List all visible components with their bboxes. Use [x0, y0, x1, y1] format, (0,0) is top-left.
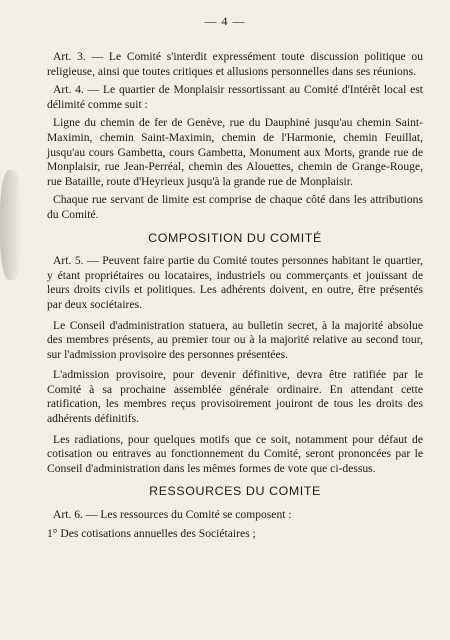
- section-heading-composition: COMPOSITION DU COMITÉ: [148, 230, 322, 245]
- article-4-paragraph: Art. 4. — Le quartier de Monplaisir ressortissant au Comité d'Intérêt local est délimité comme suit :: [47, 83, 423, 111]
- article-6-paragraph: Art. 6. — Les ressources du Comité se composent :: [53, 508, 292, 522]
- section-heading-ressources: RESSOURCES DU COMITE: [149, 484, 321, 499]
- paper-stain: [0, 170, 22, 280]
- article-5-paragraph: Art. 5. — Peuvent faire partie du Comité toutes personnes habitant le quartier, y étant propriétaires ou locataires, industriels ou commerçants et jouissant de leurs droits civils et politiques. Les adhérents doivent, en outre, être présentés par deux sociétaires.: [47, 254, 423, 311]
- radiations-paragraph: Les radiations, pour quelques motifs que ce soit, notamment pour défaut de cotisation ou entraves au fonctionnement du Comité, seront prononcées par le Conseil d'administration dans les mêmes formes de vote que ci-dessus.: [47, 432, 423, 475]
- ressources-item-1: 1° Des cotisations annuelles des Sociétaires ;: [47, 526, 256, 540]
- page-number: — 4 —: [204, 14, 246, 28]
- admission-ratification-paragraph: L'admission provisoire, pour devenir définitive, devra être ratifiée par le Comité à sa prochaine assemblée générale ordinaire. En attendant cette ratification, les membres reçus provisoirement jouiront de tous les droits des adhérents définitifs.: [47, 368, 423, 426]
- page-body: [47, 50, 423, 545]
- admission-vote-paragraph: Le Conseil d'administration statuera, au bulletin secret, à la majorité absolue des membres présents, au premier tour ou à la majorité relative au second tour, sur l'admission provisoire des personnes présentées.: [47, 318, 423, 361]
- boundary-description-paragraph: Ligne du chemin de fer de Genève, rue du Dauphiné jusqu'au chemin Saint-Maximin, chemin Saint-Maximin, chemin de l'Harmonie, chemin Feuillat, jusqu'au cours Gambetta, cours Gambetta, Monument aux Morts, grande rue de Monplaisir, rue Jean-Perréal, chemin des Alouettes, chemin de Grange-Rouge, rue Bataille, route d'Heyrieux jusqu'à la grande rue de Monplaisir.: [47, 116, 423, 188]
- article-3-paragraph: Art. 3. — Le Comité s'interdit expressément toute discussion politique ou religieuse, ainsi que toutes critiques et allusions personnelles dans ses réunions.: [47, 50, 423, 78]
- boundary-streets-paragraph: Chaque rue servant de limite est comprise de chaque côté dans les attributions du Comité.: [47, 193, 423, 221]
